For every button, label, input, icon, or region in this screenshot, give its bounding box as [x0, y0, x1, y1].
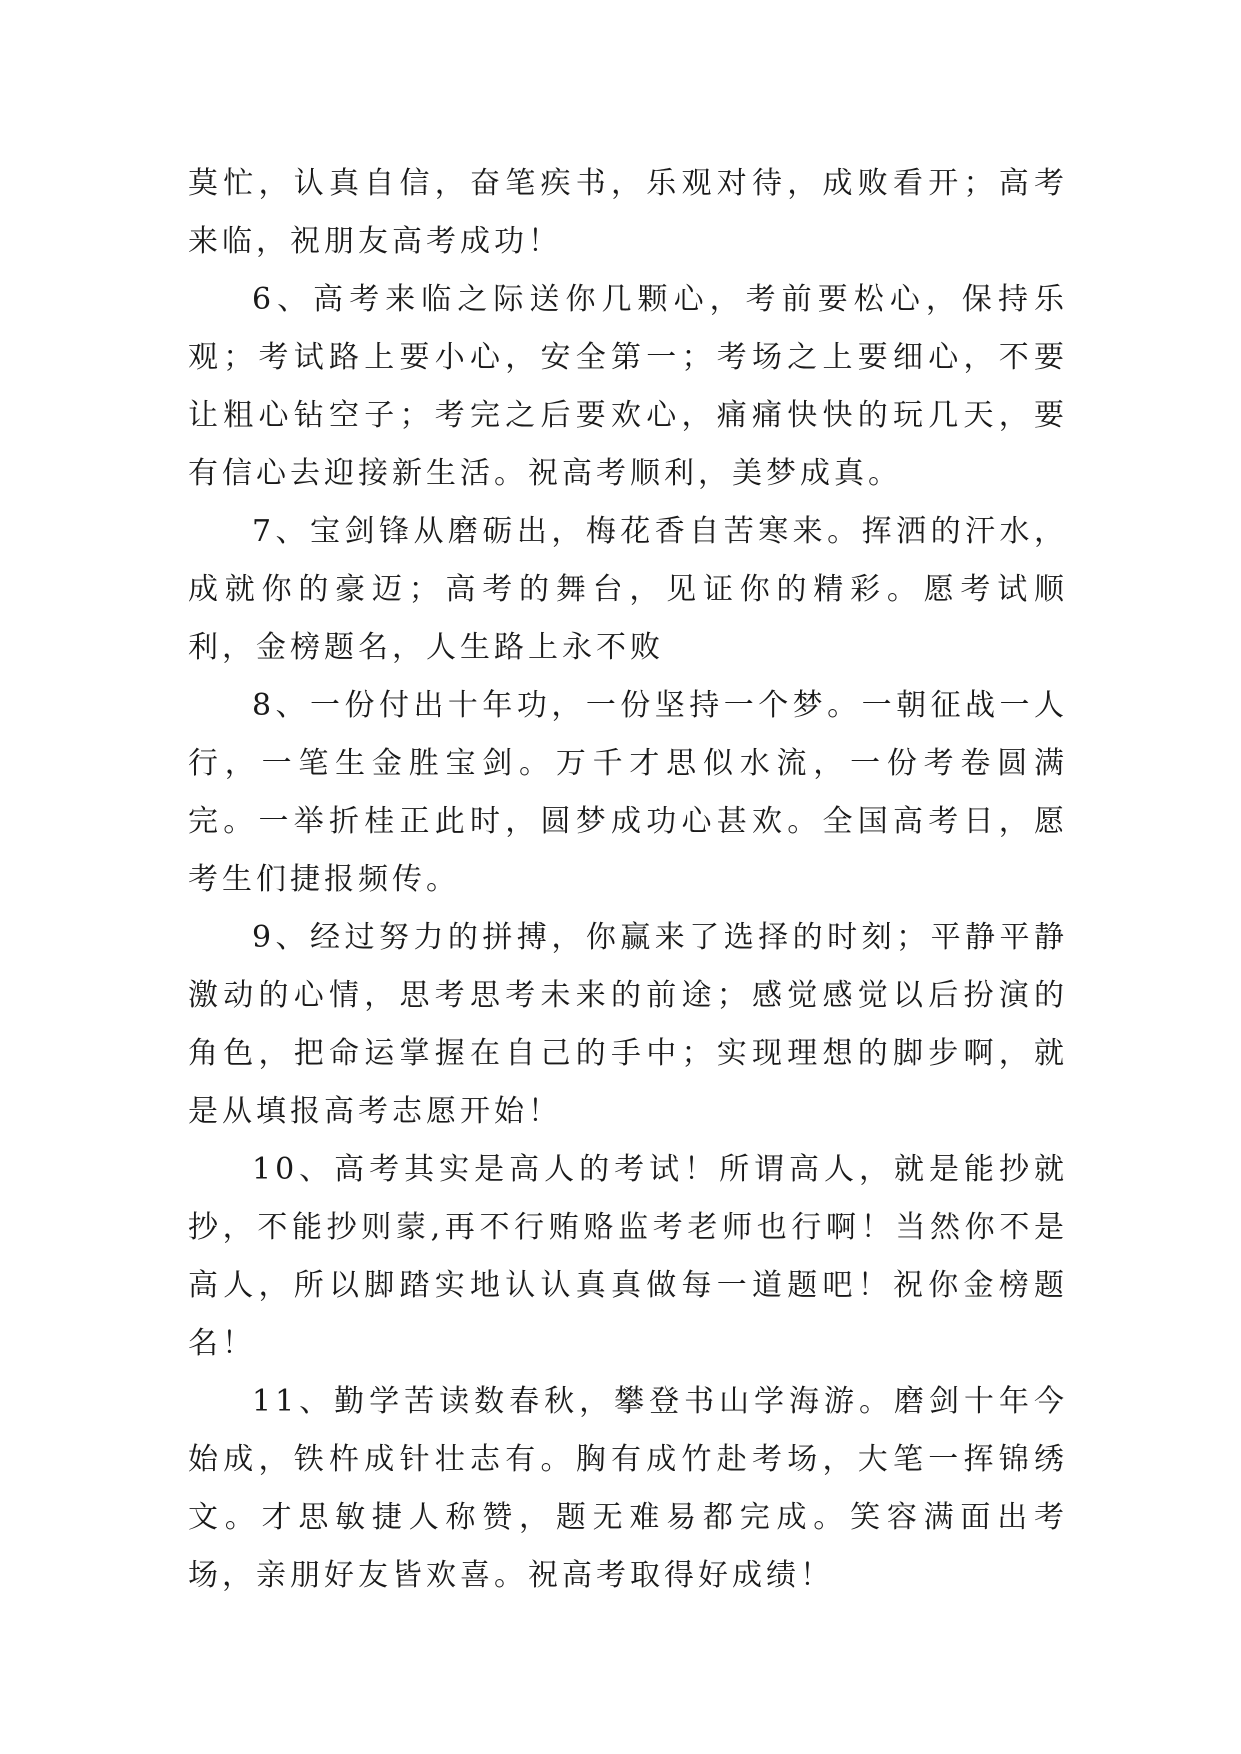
paragraph-item-7: 7、宝剑锋从磨砺出，梅花香自苦寒来。挥洒的汗水，成就你的豪迈；高考的舞台，见证你的精彩。愿考试顺利，金榜题名，人生路上永不败 [188, 514, 1068, 665]
paragraph-item-8: 8、一份付出十年功，一份坚持一个梦。一朝征战一人行，一笔生金胜宝剑。万千才思似水流，一份考卷圆满完。一举折桂正此时，圆梦成功心甚欢。全国高考日，愿考生们捷报频传。 [188, 688, 1068, 897]
paragraph-item-11: 11、勤学苦读数春秋，攀登书山学海游。磨剑十年今始成，铁杵成针壮志有。胸有成竹赴考场，大笔一挥锦绣文。才思敏捷人称赞，题无难易都完成。笑容满面出考场，亲朋好友皆欢喜。祝高考取得好成绩！ [188, 1384, 1068, 1593]
paragraph-continuation: 莫忙，认真自信，奋笔疾书，乐观对待，成败看开；高考来临，祝朋友高考成功！ [188, 166, 1068, 259]
paragraph-item-6: 6、高考来临之际送你几颗心，考前要松心，保持乐观；考试路上要小心，安全第一；考场之上要细心，不要让粗心钻空子；考完之后要欢心，痛痛快快的玩几天，要有信心去迎接新生活。祝高考顺利，美梦成真。 [188, 282, 1068, 491]
paragraph-item-9: 9、经过努力的拼搏，你赢来了选择的时刻；平静平静激动的心情，思考思考未来的前途；感觉感觉以后扮演的角色，把命运掌握在自己的手中；实现理想的脚步啊，就是从填报高考志愿开始！ [188, 920, 1068, 1129]
document-body [188, 155, 1068, 1605]
paragraph-item-10: 10、高考其实是高人的考试！所谓高人，就是能抄就抄，不能抄则蒙,再不行贿赂监考老师也行啊！当然你不是高人，所以脚踏实地认认真真做每一道题吧！祝你金榜题名！ [188, 1152, 1068, 1361]
